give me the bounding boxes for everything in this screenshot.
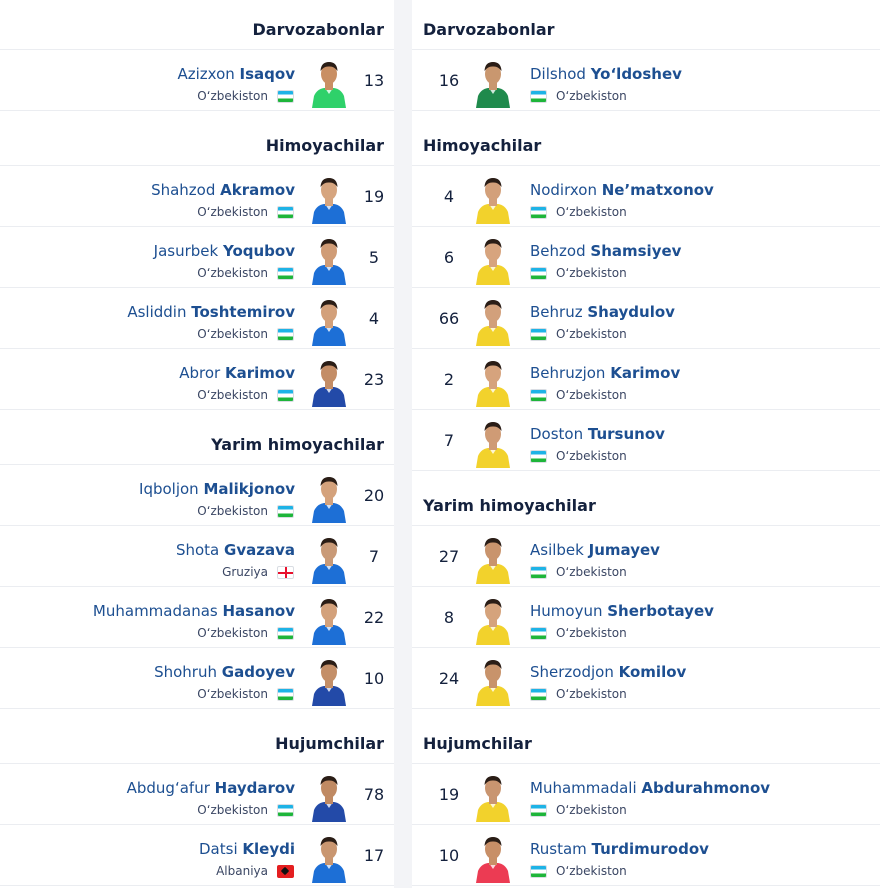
section-title: Hujumchilar: [0, 714, 395, 764]
player-last-name: Kleydi: [242, 840, 295, 858]
player-name[interactable]: [127, 303, 295, 321]
player-number: 4: [368, 309, 380, 328]
player-photo[interactable]: [473, 58, 513, 108]
player-first-name: Humoyun: [530, 602, 603, 620]
player-number: 7: [443, 431, 455, 450]
player-country: O‘zbekiston: [556, 205, 627, 219]
player-name[interactable]: [530, 840, 709, 858]
player-number: 23: [363, 370, 385, 389]
flag-icon: [530, 804, 547, 817]
player-name[interactable]: [93, 602, 295, 620]
player-name[interactable]: [176, 541, 295, 559]
section-title: Hujumchilar: [412, 714, 880, 764]
player-row[interactable]: [412, 764, 880, 825]
player-row[interactable]: [412, 50, 880, 111]
player-first-name: Nodirxon: [530, 181, 597, 199]
player-last-name: Jumayev: [588, 541, 660, 559]
player-last-name: Sherbotayev: [607, 602, 714, 620]
player-photo[interactable]: [473, 772, 513, 822]
player-photo[interactable]: [473, 833, 513, 883]
player-number: 10: [363, 669, 385, 688]
player-name[interactable]: [177, 65, 295, 83]
flag-icon: [530, 566, 547, 579]
player-country: Gruziya: [222, 565, 268, 579]
player-name[interactable]: [530, 541, 660, 559]
home-team-column: [0, 0, 395, 888]
player-name[interactable]: [530, 65, 682, 83]
player-last-name: Gadoyev: [221, 663, 295, 681]
player-first-name: Azizxon: [177, 65, 235, 83]
player-country: O‘zbekiston: [197, 803, 268, 817]
player-number: 17: [363, 846, 385, 865]
flag-icon: [277, 206, 294, 219]
player-photo[interactable]: [309, 357, 349, 407]
player-number: 6: [443, 248, 455, 267]
player-row[interactable]: [0, 349, 395, 410]
player-row[interactable]: [0, 587, 395, 648]
player-last-name: Malikjonov: [203, 480, 295, 498]
player-first-name: Behzod: [530, 242, 586, 260]
player-last-name: Akramov: [220, 181, 295, 199]
player-country: O‘zbekiston: [556, 89, 627, 103]
player-name[interactable]: [530, 779, 770, 797]
player-photo[interactable]: [309, 595, 349, 645]
section-title: Darvozabonlar: [0, 0, 395, 50]
flag-icon: [530, 627, 547, 640]
player-row[interactable]: [0, 526, 395, 587]
player-country: O‘zbekiston: [556, 327, 627, 341]
player-number: 19: [438, 785, 460, 804]
player-number: 22: [363, 608, 385, 627]
player-photo[interactable]: [473, 418, 513, 468]
player-name[interactable]: [530, 242, 681, 260]
player-last-name: Yo‘ldoshev: [590, 65, 682, 83]
player-country: O‘zbekiston: [197, 388, 268, 402]
player-country: O‘zbekiston: [556, 388, 627, 402]
player-name[interactable]: [530, 602, 714, 620]
player-first-name: Abdug‘afur: [126, 779, 210, 797]
flag-icon: [277, 267, 294, 280]
player-first-name: Behruzjon: [530, 364, 606, 382]
player-photo[interactable]: [309, 296, 349, 346]
flag-icon: [277, 688, 294, 701]
player-name[interactable]: [199, 840, 295, 858]
player-last-name: Komilov: [618, 663, 687, 681]
player-last-name: Gvazava: [224, 541, 295, 559]
player-first-name: Iqboljon: [139, 480, 199, 498]
flag-icon: [277, 328, 294, 341]
player-first-name: Shahzod: [151, 181, 216, 199]
player-photo[interactable]: [473, 174, 513, 224]
player-row[interactable]: [412, 825, 880, 886]
player-name[interactable]: [530, 364, 680, 382]
player-name[interactable]: [139, 480, 295, 498]
player-country: O‘zbekiston: [556, 864, 627, 878]
player-row[interactable]: [0, 288, 395, 349]
player-first-name: Behruz: [530, 303, 583, 321]
player-photo[interactable]: [473, 656, 513, 706]
player-name[interactable]: [151, 181, 295, 199]
player-country: O‘zbekiston: [197, 327, 268, 341]
flag-icon: [530, 267, 547, 280]
player-name[interactable]: [530, 303, 675, 321]
flag-icon: [530, 865, 547, 878]
player-last-name: Karimov: [610, 364, 681, 382]
player-last-name: Turdimurodov: [591, 840, 709, 858]
player-name[interactable]: [127, 779, 295, 797]
player-row[interactable]: [0, 227, 395, 288]
player-first-name: Rustam: [530, 840, 587, 858]
player-number: 20: [363, 486, 385, 505]
player-first-name: Sherzodjon: [530, 663, 614, 681]
section-title: Darvozabonlar: [412, 0, 880, 50]
player-first-name: Jasurbek: [153, 242, 219, 260]
player-photo[interactable]: [309, 656, 349, 706]
player-first-name: Asilbek: [530, 541, 584, 559]
player-row[interactable]: [0, 166, 395, 227]
player-first-name: Dilshod: [530, 65, 586, 83]
player-name[interactable]: [530, 181, 714, 199]
player-number: 19: [363, 187, 385, 206]
player-number: 8: [443, 608, 455, 627]
flag-icon: [530, 328, 547, 341]
player-last-name: Hasanov: [222, 602, 295, 620]
section-title: Himoyachilar: [0, 116, 395, 166]
player-row[interactable]: [412, 410, 880, 471]
player-number: 13: [363, 71, 385, 90]
player-row[interactable]: [412, 166, 880, 227]
flag-icon: [277, 804, 294, 817]
player-name[interactable]: [530, 663, 686, 681]
player-country: O‘zbekiston: [556, 449, 627, 463]
flag-icon: [277, 627, 294, 640]
player-country: O‘zbekiston: [556, 803, 627, 817]
player-last-name: Karimov: [225, 364, 295, 382]
player-row[interactable]: [0, 50, 395, 111]
player-country: O‘zbekiston: [197, 504, 268, 518]
player-first-name: Asliddin: [127, 303, 187, 321]
player-number: 27: [438, 547, 460, 566]
flag-icon: [530, 688, 547, 701]
player-last-name: Shaydulov: [587, 303, 675, 321]
player-country: O‘zbekiston: [197, 626, 268, 640]
player-first-name: Muhammadali: [530, 779, 637, 797]
player-first-name: Doston: [530, 425, 584, 443]
player-row[interactable]: [412, 227, 880, 288]
player-country: O‘zbekiston: [556, 565, 627, 579]
player-first-name: Shota: [175, 541, 220, 559]
player-name[interactable]: [530, 425, 665, 443]
section-title: Himoyachilar: [412, 116, 880, 166]
player-last-name: Haydarov: [214, 779, 295, 797]
player-row[interactable]: [412, 526, 880, 587]
player-country: O‘zbekiston: [197, 89, 268, 103]
flag-icon: [277, 505, 294, 518]
player-photo[interactable]: [309, 772, 349, 822]
player-photo[interactable]: [473, 357, 513, 407]
flag-icon: [530, 389, 547, 402]
flag-icon: [277, 389, 294, 402]
player-row[interactable]: [0, 825, 395, 886]
player-number: 10: [438, 846, 460, 865]
flag-icon: [277, 566, 294, 579]
section-title: Yarim himoyachilar: [412, 476, 880, 526]
away-team-column: [412, 0, 880, 888]
player-last-name: Toshtemirov: [191, 303, 295, 321]
player-row[interactable]: [0, 764, 395, 825]
player-photo[interactable]: [309, 833, 349, 883]
player-last-name: Shamsiyev: [590, 242, 682, 260]
player-number: 24: [438, 669, 460, 688]
player-first-name: Abror: [179, 364, 221, 382]
flag-icon: [277, 90, 294, 103]
player-number: 66: [438, 309, 460, 328]
player-last-name: Abdurahmonov: [641, 779, 771, 797]
player-name[interactable]: [154, 242, 295, 260]
player-photo[interactable]: [309, 58, 349, 108]
section-title: Yarim himoyachilar: [0, 415, 395, 465]
player-row[interactable]: [412, 288, 880, 349]
player-row[interactable]: [0, 465, 395, 526]
player-last-name: Tursunov: [587, 425, 665, 443]
player-number: 5: [368, 248, 380, 267]
player-row[interactable]: [412, 648, 880, 709]
player-row[interactable]: [412, 587, 880, 648]
player-last-name: Ne’matxonov: [601, 181, 714, 199]
player-last-name: Isaqov: [239, 65, 295, 83]
player-photo[interactable]: [309, 473, 349, 523]
player-photo[interactable]: [473, 595, 513, 645]
player-photo[interactable]: [473, 235, 513, 285]
player-first-name: Datsi: [199, 840, 238, 858]
player-row[interactable]: [0, 648, 395, 709]
player-photo[interactable]: [309, 534, 349, 584]
player-country: O‘zbekiston: [556, 626, 627, 640]
player-photo[interactable]: [473, 534, 513, 584]
player-number: 16: [438, 71, 460, 90]
player-name[interactable]: [154, 663, 295, 681]
player-country: O‘zbekiston: [197, 205, 268, 219]
flag-icon: [530, 206, 547, 219]
player-country: O‘zbekiston: [197, 266, 268, 280]
player-photo[interactable]: [473, 296, 513, 346]
player-country: O‘zbekiston: [197, 687, 268, 701]
player-last-name: Yoqubov: [222, 242, 295, 260]
flag-icon: [530, 450, 547, 463]
player-number: 78: [363, 785, 385, 804]
player-number: 4: [443, 187, 455, 206]
flag-icon: [530, 90, 547, 103]
player-first-name: Shohruh: [154, 663, 217, 681]
player-name[interactable]: [179, 364, 295, 382]
player-photo[interactable]: [309, 235, 349, 285]
player-row[interactable]: [412, 349, 880, 410]
player-first-name: Muhammadanas: [92, 602, 218, 620]
player-country: O‘zbekiston: [556, 266, 627, 280]
player-country: Albaniya: [216, 864, 268, 878]
player-country: O‘zbekiston: [556, 687, 627, 701]
player-number: 7: [368, 547, 380, 566]
column-divider: [394, 0, 412, 888]
player-photo[interactable]: [309, 174, 349, 224]
flag-icon: [277, 865, 294, 878]
player-number: 2: [443, 370, 455, 389]
